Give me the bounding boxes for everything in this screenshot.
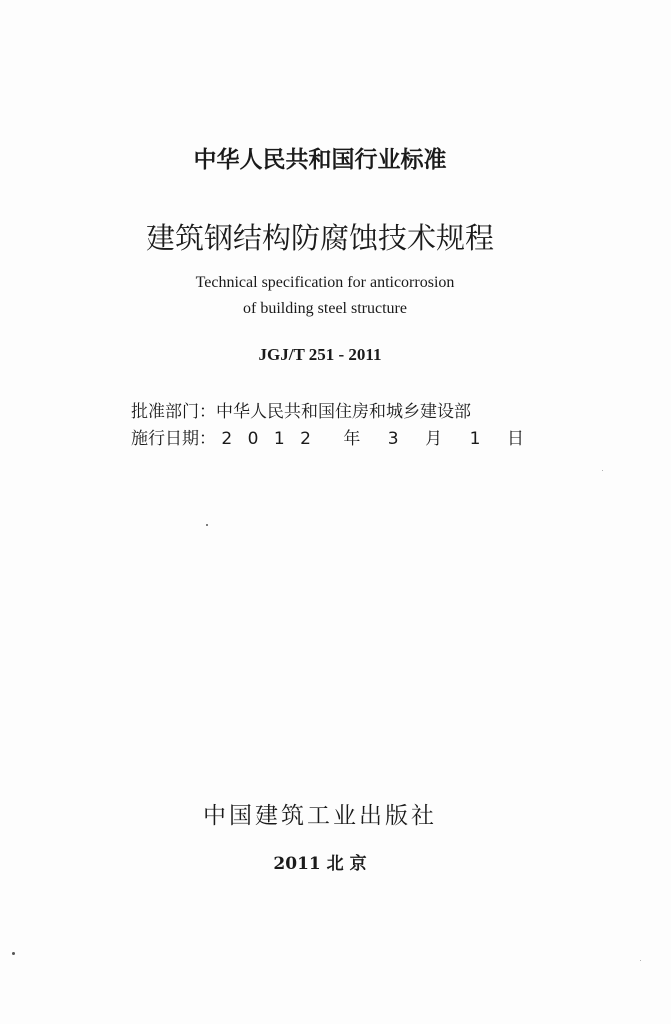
approval-label: 批准部门： — [131, 402, 216, 422]
publication-year-place: 2011 北 京 — [273, 854, 367, 874]
publisher-name: 中国建筑工业出版社 — [203, 803, 437, 829]
effective-date-day-unit: 日 — [506, 429, 524, 449]
effective-date-year: 2 0 1 2 — [221, 429, 316, 449]
document-title-english-line2: of building steel structure — [243, 300, 407, 317]
document-title-chinese: 建筑钢结构防腐蚀技术规程 — [145, 221, 494, 255]
scan-speck — [602, 470, 603, 471]
effective-date-label: 施行日期： — [131, 429, 216, 449]
scan-speck — [12, 952, 15, 955]
scan-speck — [640, 960, 641, 961]
document-title-english-line1: Technical specification for anticorrosion — [195, 274, 455, 291]
standard-code: JGJ/T 251 - 2011 — [258, 345, 382, 364]
effective-date-month-unit: 月 — [425, 429, 443, 449]
effective-date-day: 1 — [469, 429, 481, 449]
approval-value: 中华人民共和国住房和城乡建设部 — [216, 402, 471, 422]
series-title: 中华人民共和国行业标准 — [193, 147, 447, 173]
effective-date-month: 3 — [387, 429, 399, 449]
effective-date-year-unit: 年 — [343, 429, 361, 449]
effective-date — [131, 424, 534, 449]
approval-department — [131, 397, 471, 422]
scan-speck — [206, 524, 208, 526]
